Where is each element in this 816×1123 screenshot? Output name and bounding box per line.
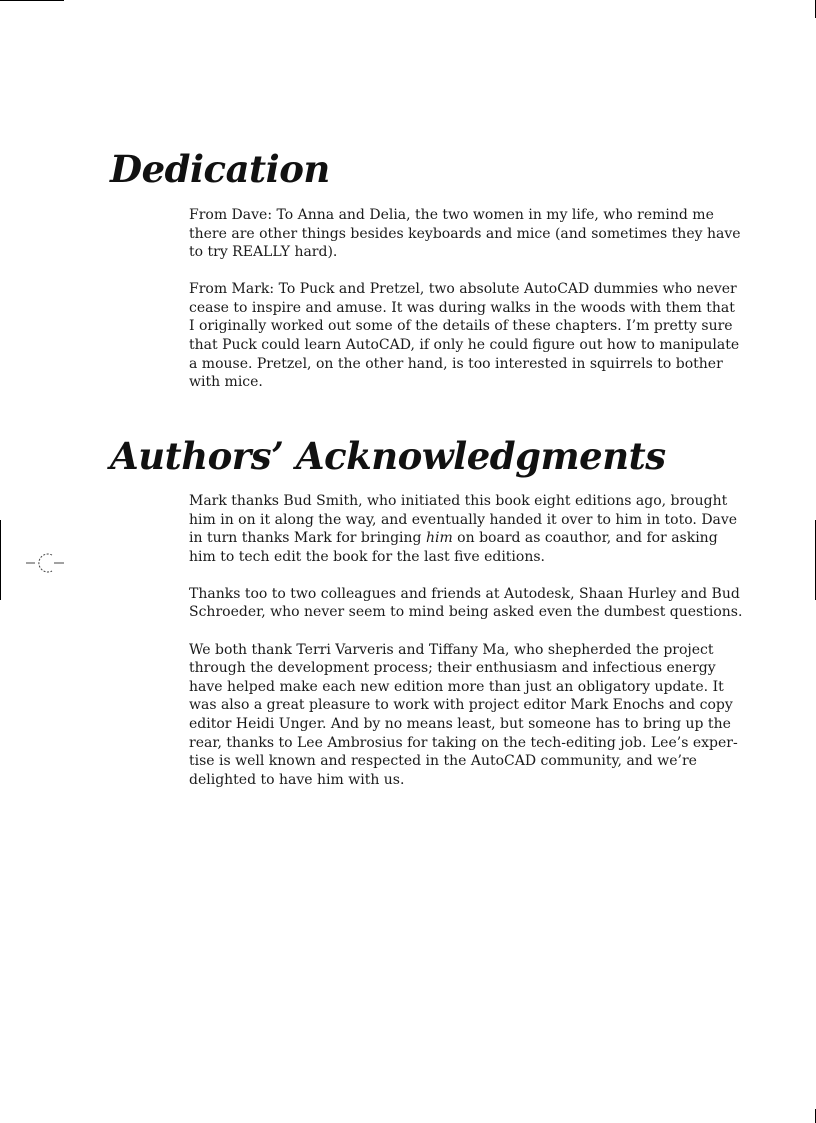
text-line: have helped make each new edition more than just an obligatory update. It — [189, 678, 724, 695]
acknowledgments-body — [189, 492, 743, 808]
acknowledgments-paragraph-bud-smith — [189, 492, 738, 566]
text-line: a mouse. Pretzel, on the other hand, is too interested in squirrels to bother — [189, 355, 723, 372]
text-line: We both thank Terri Varveris and Tiffany Ma, who shepherded the project — [189, 641, 714, 658]
text-line-with-emphasis — [189, 529, 718, 548]
emphasized-word: him — [425, 530, 453, 547]
text-line: rear, thanks to Lee Ambrosius for taking on the tech-editing job. Lee’s exper- — [189, 734, 738, 751]
text-line: there are other things besides keyboards and mice (and sometimes they have — [189, 225, 741, 242]
text-line: that Puck could learn AutoCAD, if only he could figure out how to manipulate — [189, 337, 740, 354]
text-line: to try REALLY hard). — [189, 244, 338, 261]
text-line: Schroeder, who never seem to mind being asked even the dumbest questions. — [189, 604, 743, 621]
dedication-heading: Dedication — [110, 147, 330, 191]
text-segment: on board as coauthor, and for asking — [452, 530, 718, 547]
crop-mark-top-left — [0, 0, 64, 1]
dedication-paragraph-mark — [189, 280, 740, 392]
text-line: through the development process; their enthusiasm and infectious energy — [189, 660, 716, 677]
registration-mark-icon — [24, 548, 66, 578]
text-line: with mice. — [189, 374, 263, 391]
acknowledgments-heading: Authors’ Acknowledgments — [110, 434, 666, 478]
text-segment: in turn thanks Mark for bringing — [189, 530, 426, 547]
acknowledgments-paragraph-editors — [189, 641, 738, 790]
text-line: From Mark: To Puck and Pretzel, two absolute AutoCAD dummies who never — [189, 281, 737, 298]
text-line: From Dave: To Anna and Delia, the two women in my life, who remind me — [189, 207, 714, 223]
text-line: him to tech edit the book for the last five editions. — [189, 548, 545, 565]
text-line: I originally worked out some of the details of these chapters. I’m pretty sure — [189, 318, 733, 335]
text-line: Thanks too to two colleagues and friends at Autodesk, Shaan Hurley and Bud — [189, 585, 740, 602]
text-line: tise is well known and respected in the AutoCAD community, and we’re — [189, 753, 697, 770]
acknowledgments-paragraph-autodesk — [189, 585, 743, 622]
text-line: was also a great pleasure to work with project editor Mark Enochs and copy — [189, 697, 733, 714]
text-line: delighted to have him with us. — [189, 771, 405, 788]
dedication-body — [189, 206, 741, 410]
text-line: him in on it along the way, and eventually handed it over to him in toto. Dave — [189, 511, 738, 528]
crop-mark-left-middle — [0, 520, 1, 600]
text-line: Mark thanks Bud Smith, who initiated this book eight editions ago, brought — [189, 493, 728, 509]
text-line: cease to inspire and amuse. It was during walks in the woods with them that — [189, 299, 735, 316]
dedication-paragraph-dave — [189, 206, 741, 262]
text-line: editor Heidi Unger. And by no means least, but someone has to bring up the — [189, 715, 731, 732]
